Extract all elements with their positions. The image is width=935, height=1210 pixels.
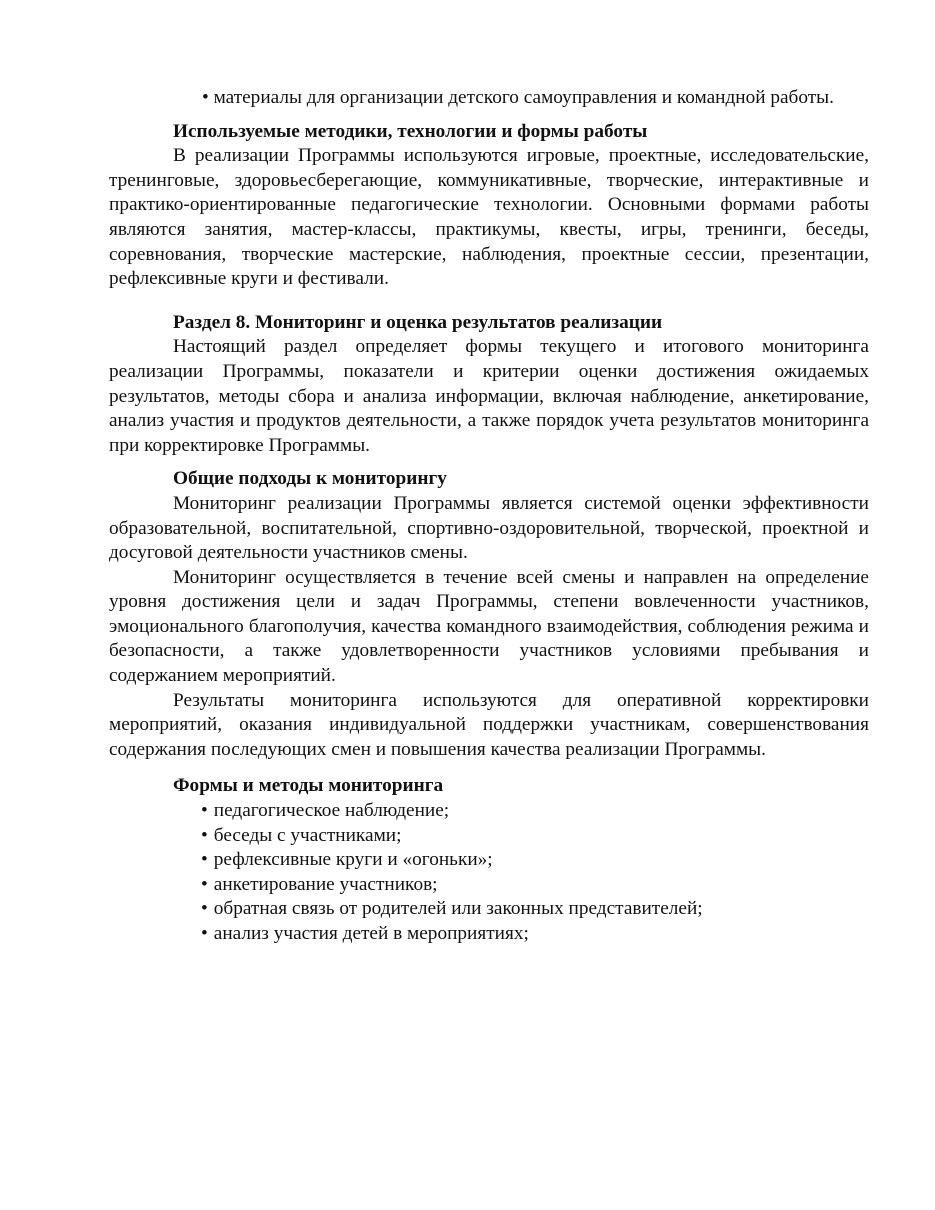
approaches-heading: Общие подходы к мониторингу <box>173 468 447 490</box>
section8-paragraph: Настоящий раздел определяет формы текущего и итогового мониторинга реализации Программы, показатели и критерии оценки достижения ожидаемых результатов, методы сбора и анализа информации, включая наблюдение, анкетирование, анализ участия и продуктов деятельности, а также порядок учета результатов мониторинга при корректировке Программы. <box>109 336 869 456</box>
list-item <box>201 824 869 849</box>
list-item-text: рефлексивные круги и «огоньки»; <box>213 849 493 871</box>
list-item-text: обратная связь от родителей или законных представителей; <box>213 898 703 920</box>
bullet-marker: • <box>201 873 208 895</box>
forms-heading: Формы и методы мониторинга <box>173 775 444 797</box>
bullet-marker: • <box>201 923 208 944</box>
intro-bullet-item: • материалы для организации детского самоуправления и командной работы. <box>202 87 834 108</box>
document-body <box>109 86 869 947</box>
list-item <box>201 873 869 898</box>
methods-heading: Используемые методики, технологии и формы работы <box>173 120 648 142</box>
list-item-text: беседы с участниками; <box>213 824 402 846</box>
bullet-marker: • <box>201 800 208 822</box>
methods-paragraph: В реализации Программы используются игровые, проектные, исследовательские, тренинговые, здоровьесберегающие, коммуникативные, творческие, интерактивные и практико-ориентированные педагогические технологии. Основными формами работы являются занятия, мастер-классы, практикумы, квесты, игры, тренинги, беседы, соревнования, творческие мастерские, наблюдения, проектные сессии, презентации, рефлексивные круги и фестивали. <box>109 145 869 290</box>
list-item <box>201 897 869 922</box>
list-item <box>201 848 869 873</box>
list-item-text: анкетирование участников; <box>213 873 438 895</box>
approaches-paragraph-1: Мониторинг реализации Программы является системой оценки эффективности образовательной, воспитательной, спортивно-оздоровительной, творческой, проектной и досуговой деятельности участников смены. <box>109 492 869 564</box>
section8-heading: Раздел 8. Мониторинг и оценка результатов реализации <box>173 311 663 333</box>
bullet-marker: • <box>201 898 208 920</box>
forms-list <box>109 799 869 947</box>
bullet-marker: • <box>201 824 208 846</box>
list-item <box>201 922 869 947</box>
bullet-marker: • <box>201 849 208 871</box>
approaches-paragraph-3: Результаты мониторинга используются для оперативной корректировки мероприятий, оказания индивидуальной поддержки участникам, совершенствования содержания последующих смен и повышения качества реализации Программы. <box>109 689 869 760</box>
list-item <box>201 799 869 824</box>
approaches-paragraph-2: Мониторинг осуществляется в течение всей смены и направлен на определение уровня достижения цели и задач Программы, степени вовлеченности участников, эмоционального благополучия, качества командного взаимодействия, соблюдения режима и безопасности, а также удовлетворенности участников условиями пребывания и содержанием мероприятий. <box>109 566 869 687</box>
list-item-text: анализ участия детей в мероприятиях; <box>213 923 529 944</box>
list-item-text: педагогическое наблюдение; <box>213 800 450 822</box>
